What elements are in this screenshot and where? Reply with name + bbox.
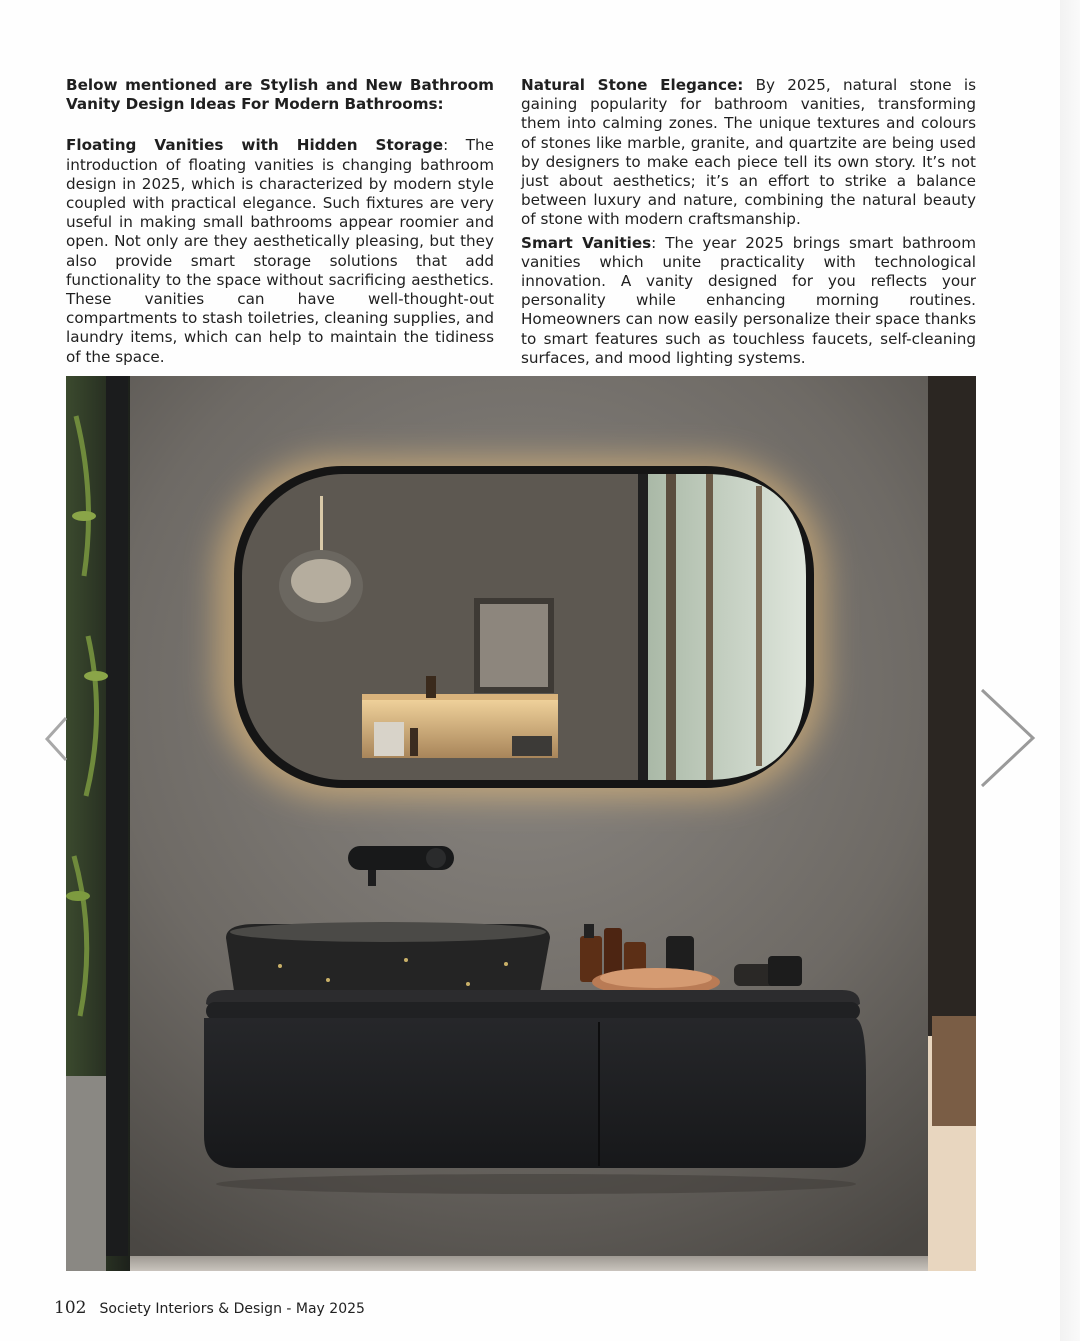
section-natural-stone [521,76,976,230]
section-text: : The introduction of floating vanities is changing bathroom design in 2025, which is characterized by modern style coupled with practical elegance. Such fixtures are very useful in making small bathrooms appear roomier and open. Not only are they aesthetically pleasing, but they also provide smart storage solutions that add functionality to the space without sacrificing aesthetics. These vanities can have well-thought-out compartments to stash toiletries, cleaning supplies, and laundry items, which can help to maintain the tidiness of the space. [66,136,494,366]
page-edge [1060,0,1080,1341]
section-floating-vanities [66,136,494,366]
bathroom-vanity-photo [66,376,976,1271]
left-column [66,76,494,367]
page-number: 102 [54,1298,87,1318]
section-text: : The year 2025 brings smart bathroom vanities which unite practicality with technological innovation. A vanity designed for you reflects your personality while enhancing morning routines. Homeowners can now easily personalize their space thanks to smart features such as touchless faucets, self-cleaning surfaces, and mood lighting systems. [521,233,976,367]
section-heading: Natural Stone Elegance: [521,76,744,94]
section-heading: Smart Vanities [521,233,652,252]
right-column [521,76,976,368]
page-footer [54,1298,365,1318]
section-heading: Floating Vanities with Hidden Storage [66,136,444,155]
magazine-credit: Society Interiors & Design - May 2025 [99,1301,365,1317]
intro-heading: Below mentioned are Stylish and New Bathroom Vanity Design Ideas For Modern Bathrooms: [66,76,494,114]
section-smart-vanities [521,234,976,368]
chevron-left-icon[interactable] [42,714,72,764]
chevron-right-icon[interactable] [978,686,1040,790]
section-text: By 2025, natural stone is gaining popularity for bathroom vanities, transforming them into calming zones. The unique textures and colours of stones like marble, granite, and quartzite are being used by designers to make each piece tell its own story. It’s not just about aesthetics; it’s an effort to strike a balance between luxury and nature, combining the natural beauty of stone with modern craftsmanship. [521,76,976,229]
